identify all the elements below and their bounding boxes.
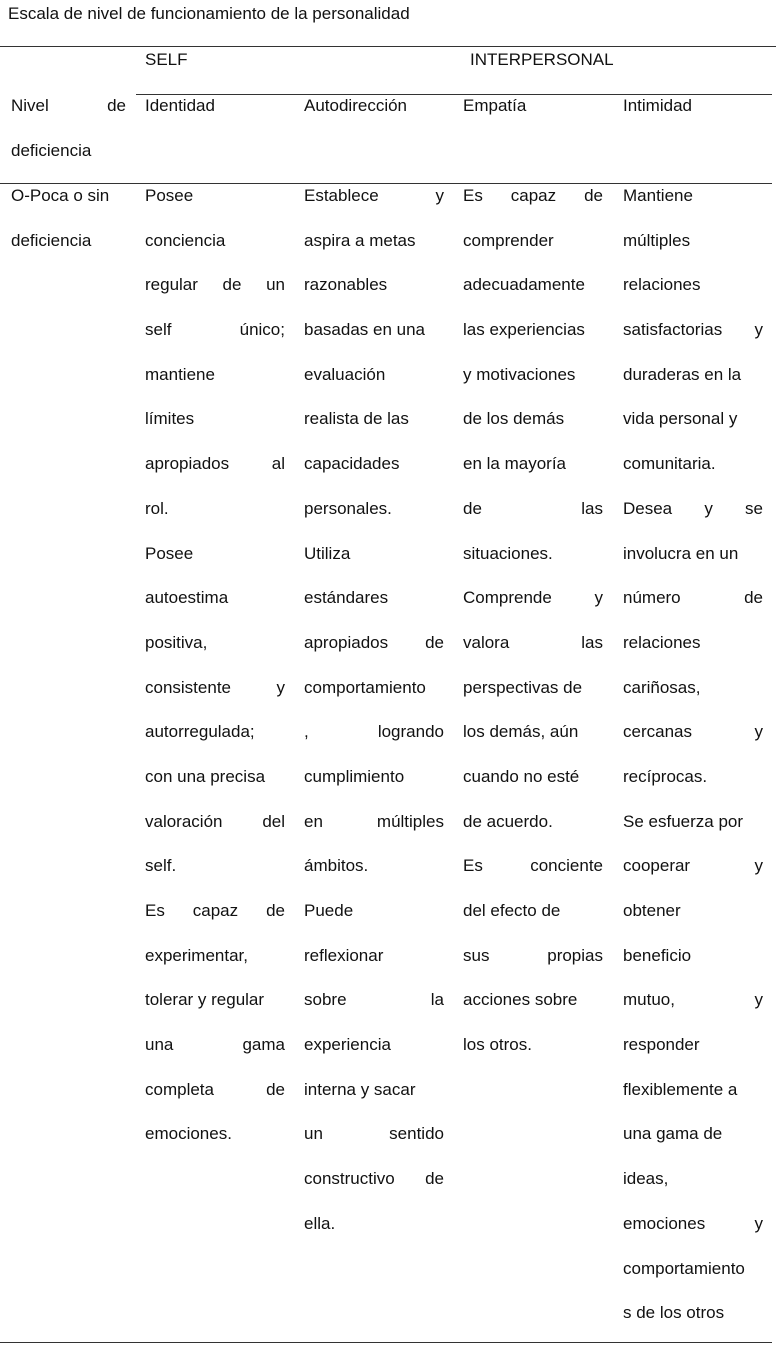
text-line: Posee	[145, 186, 194, 205]
text-line: de las	[463, 498, 603, 518]
text-line: evaluación	[304, 364, 386, 384]
text-line: self único;	[145, 320, 285, 340]
header-intimidad: Intimidad	[623, 96, 692, 115]
text-line: consistente y	[145, 677, 285, 697]
text-line: completa de	[145, 1079, 285, 1099]
text-line: s de los otros	[623, 1303, 725, 1323]
header-nivel-de-deficiencia: Nivel de deficiencia	[11, 96, 126, 160]
text-line: límites	[145, 409, 195, 429]
header-empatia: Empatía	[463, 96, 527, 115]
cell-identidad	[145, 174, 285, 1157]
text-line: cercanas y	[623, 722, 763, 742]
text-line: conciencia	[145, 230, 226, 250]
text-line: un sentido	[304, 1124, 444, 1144]
text-line: razonables	[304, 275, 388, 295]
text-line: Mantiene	[623, 186, 693, 205]
header-autodireccion: Autodirección	[304, 96, 408, 115]
text-line: ideas,	[623, 1169, 669, 1189]
text-line: , logrando	[304, 722, 444, 742]
text-line: self.	[145, 856, 177, 876]
text-line: mantiene	[145, 364, 215, 384]
text-line: comportamiento	[304, 677, 426, 697]
text-line: satisfactorias y	[623, 320, 763, 340]
text-line: sus propias	[463, 945, 603, 965]
text-line: positiva,	[145, 632, 208, 652]
text-line: rol.	[145, 498, 169, 518]
text-line: interna y sacar	[304, 1079, 416, 1099]
text-line: una gama	[145, 1035, 285, 1055]
text-line: Posee	[145, 543, 194, 563]
text-line: valora las	[463, 632, 603, 652]
text-line: de los demás	[463, 409, 565, 429]
text-line: Es capaz de	[145, 901, 285, 920]
text-line: apropiados de	[304, 632, 444, 652]
text-line: realista de las	[304, 409, 409, 429]
text-line: aspira a metas	[304, 230, 416, 250]
text-line: regular de un	[145, 275, 285, 295]
text-line: perspectivas de	[463, 677, 583, 697]
text-line: obtener	[623, 901, 681, 920]
text-line: de acuerdo.	[463, 811, 553, 831]
text-line: los otros.	[463, 1035, 532, 1055]
text-line: flexiblemente a	[623, 1079, 738, 1099]
text-line: reflexionar	[304, 945, 384, 965]
text-line: los demás, aún	[463, 722, 579, 742]
text-line: tolerar y regular	[145, 990, 265, 1010]
cell-empatia	[463, 174, 603, 1068]
text-line: Utiliza	[304, 543, 351, 563]
header-identidad: Identidad	[145, 96, 215, 115]
text-line: vida personal y	[623, 409, 738, 429]
text-line: constructivo de	[304, 1169, 444, 1189]
text-line: experiencia	[304, 1035, 391, 1055]
text-line: Se esfuerza por	[623, 811, 744, 831]
text-line: Establece y	[304, 186, 444, 205]
text-line: ella.	[304, 1213, 336, 1233]
cell-nivel: O-Poca o sin deficiencia	[11, 186, 110, 250]
rule-top	[0, 46, 776, 47]
text-line: beneficio	[623, 945, 692, 965]
text-line: Es capaz de	[463, 186, 603, 205]
text-line: en la mayoría	[463, 454, 566, 474]
text-line: situaciones.	[463, 543, 553, 563]
text-line: comunitaria.	[623, 454, 716, 474]
text-line: una gama de	[623, 1124, 723, 1144]
text-line: cariñosas,	[623, 677, 701, 697]
text-line: involucra en un	[623, 543, 739, 563]
text-line: las experiencias	[463, 320, 585, 340]
text-line: cumplimiento	[304, 766, 405, 786]
text-line: valoración del	[145, 811, 285, 831]
text-line: Comprende y	[463, 588, 603, 608]
text-line: comportamiento	[623, 1258, 745, 1278]
text-line: duraderas en la	[623, 364, 742, 384]
group-header-interpersonal: INTERPERSONAL	[470, 50, 614, 69]
text-line: comprender	[463, 230, 554, 250]
text-line: con una precisa	[145, 766, 266, 786]
cell-intimidad	[623, 174, 763, 1336]
text-line: experimentar,	[145, 945, 248, 965]
text-line: Es conciente	[463, 856, 603, 876]
table-caption: Escala de nivel de funcionamiento de la personalidad	[8, 4, 410, 23]
text-line: autorregulada;	[145, 722, 255, 742]
text-line: basadas en una	[304, 320, 425, 340]
cell-autodireccion	[304, 174, 444, 1247]
text-line: relaciones	[623, 275, 701, 295]
text-line: del efecto de	[463, 901, 561, 920]
text-line: emociones y	[623, 1213, 763, 1233]
text-line: Desea y se	[623, 498, 763, 518]
text-line: responder	[623, 1035, 700, 1055]
text-line: estándares	[304, 588, 389, 608]
text-line: personales.	[304, 498, 392, 518]
text-line: relaciones	[623, 632, 701, 652]
text-line: emociones.	[145, 1124, 232, 1144]
rule-bottom	[0, 1342, 772, 1343]
text-line: sobre la	[304, 990, 444, 1010]
text-line: autoestima	[145, 588, 229, 608]
text-line: ámbitos.	[304, 856, 369, 876]
text-line: y motivaciones	[463, 364, 576, 384]
text-line: Puede	[304, 901, 354, 920]
text-line: cuando no esté	[463, 766, 580, 786]
text-line: adecuadamente	[463, 275, 585, 295]
text-line: apropiados al	[145, 454, 285, 474]
text-line: recíprocas.	[623, 766, 708, 786]
text-line: acciones sobre	[463, 990, 578, 1010]
group-header-self: SELF	[145, 50, 188, 69]
text-line: en múltiples	[304, 811, 444, 831]
text-line: múltiples	[623, 230, 691, 250]
text-line: capacidades	[304, 454, 400, 474]
text-line: cooperar y	[623, 856, 763, 876]
text-line: número de	[623, 588, 763, 608]
text-line: mutuo, y	[623, 990, 763, 1010]
